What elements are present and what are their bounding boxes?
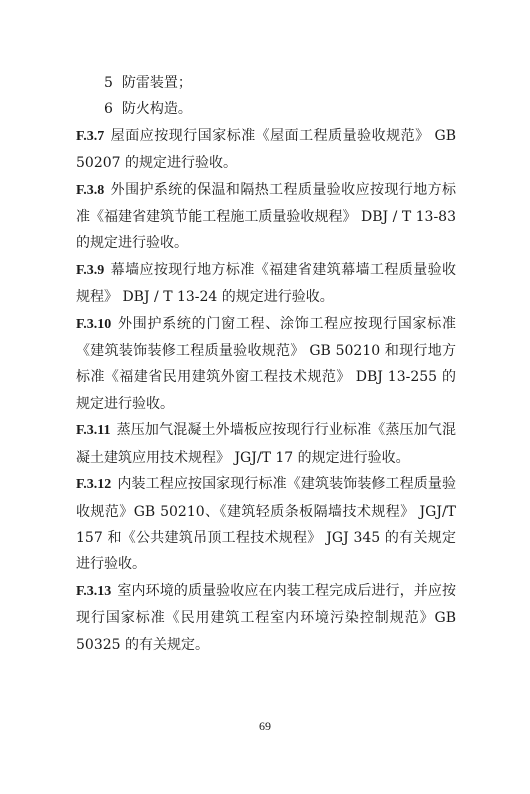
clause-number: F.3.8 [76, 182, 105, 198]
clause-text: 幕墙应按现行地方标准《福建省建筑幕墙工程质量验收规程》 DBJ / T 13-24 的规定进行验收。 [76, 261, 456, 306]
item-text: 防火构造。 [121, 101, 192, 118]
clause-text: 蒸压加气混凝土外墙板应按现行行业标准《蒸压加气混凝土建筑应用技术规程》 JGJ/T 17 的规定进行验收。 [76, 422, 456, 466]
clause-f-3-7 [76, 123, 456, 177]
clause-text: 外围护系统的门窗工程、涂饰工程应按现行国家标准《建筑装饰装修工程质量验收规范》 GB 50210 和现行地方标准《福建省民用建筑外窗工程技术规范》 DBJ 13-255 的规定进行验收。 [76, 315, 456, 412]
page-number: 69 [259, 719, 271, 733]
item-number: 5 [104, 75, 113, 91]
clause-text: 外围护系统的保温和隔热工程质量验收应按现行地方标准《福建省建筑节能工程施工质量验收规程》 DBJ / T 13-83 的规定进行验收。 [76, 181, 456, 252]
clause-number: F.3.10 [76, 316, 112, 332]
clause-f-3-10 [76, 311, 456, 418]
clause-number: F.3.13 [76, 583, 112, 599]
clause-f-3-12 [76, 471, 456, 578]
list-item [76, 70, 456, 96]
list-item [76, 96, 456, 122]
clause-number: F.3.11 [76, 423, 111, 439]
clause-f-3-11 [76, 417, 456, 471]
page-content [76, 70, 456, 658]
clause-f-3-8 [76, 177, 456, 257]
item-number: 6 [104, 101, 113, 118]
clause-text: 内装工程应按国家现行标准《建筑装饰装修工程质量验收规范》GB 50210、《建筑轻质条板隔墙技术规程》 JGJ/T 157 和《公共建筑吊顶工程技术规程》 JGJ 345 的有关规定进行验收。 [76, 476, 456, 573]
clause-number: F.3.12 [76, 477, 112, 493]
item-text: 防雷装置； [121, 75, 192, 91]
clause-number: F.3.9 [76, 262, 105, 278]
clause-f-3-9 [76, 257, 456, 311]
clause-text: 屋面应按现行国家标准《屋面工程质量验收规范》 GB 50207 的规定进行验收。 [76, 127, 456, 172]
clause-f-3-13 [76, 578, 456, 658]
clause-number: F.3.7 [76, 128, 105, 144]
clause-text: 室内环境的质量验收应在内装工程完成后进行，并应按现行国家标准《民用建筑工程室内环境污染控制规范》GB 50325 的有关规定。 [76, 582, 456, 653]
